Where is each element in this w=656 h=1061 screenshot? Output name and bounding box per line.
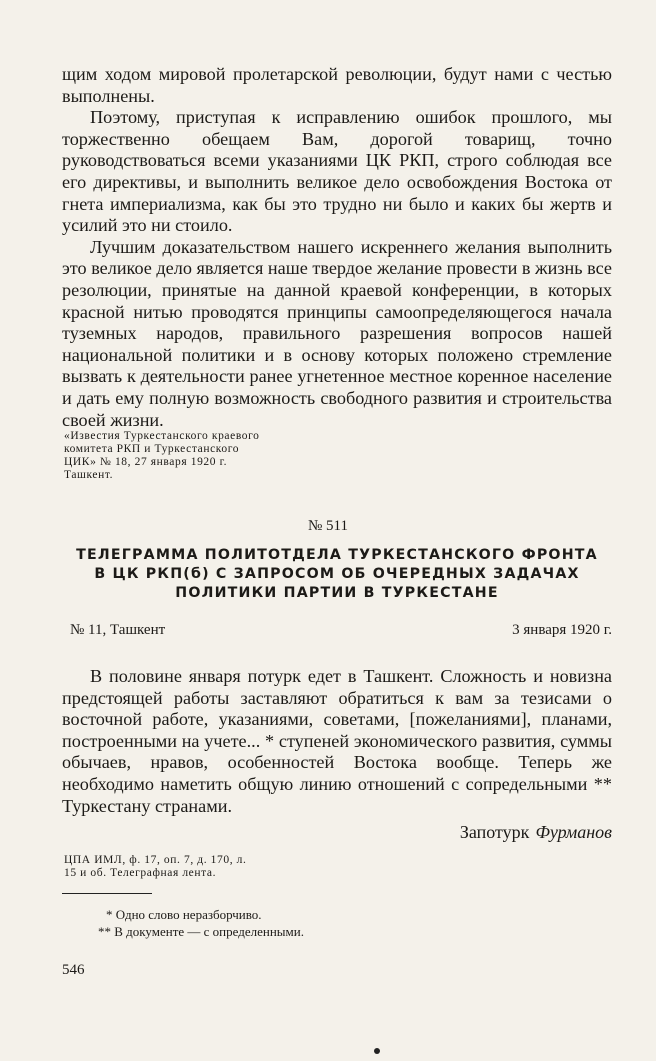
- document-origin: № 11, Ташкент: [70, 622, 166, 638]
- print-mark: [374, 1048, 380, 1054]
- page-number: 546: [62, 962, 85, 978]
- source-line: 15 и об. Телеграфная лента.: [64, 867, 217, 879]
- footnote-divider: [62, 893, 152, 894]
- archive-citation: [64, 854, 247, 880]
- source-line: ЦПА ИМЛ, ф. 17, оп. 7, д. 170, л.: [64, 854, 247, 866]
- document-number: № 511: [307, 518, 348, 534]
- signature-name: Фурманов: [535, 822, 612, 842]
- document-title: [62, 546, 612, 603]
- footnote: * Одно слово неразборчиво.: [106, 907, 262, 922]
- signature-role: Запотурк: [459, 822, 530, 842]
- title-line: ТЕЛЕГРАММА ПОЛИТОТДЕЛА ТУРКЕСТАНСКОГО ФРОНТА: [76, 547, 598, 563]
- source-line: Ташкент.: [64, 469, 114, 481]
- footnote: ** В документе — с определенными.: [98, 924, 304, 939]
- source-line: комитета РКП и Туркестанского: [64, 443, 240, 455]
- paragraph: Поэтому, приступая к исправлению ошибок прошлого, мы торжественно обещаем Вам, дорогой товарищ, точно руководствоваться всеми указаниями ЦК РКП, строго соблюдая все его директивы, и выполнить великое дело освобождения Востока от гнета империализма, как бы это трудно ни было и каких бы жертв и усилий это ни стоило.: [62, 107, 612, 236]
- paragraph: В половине января потурк едет в Ташкент. Сложность и новизна предстоящей работы заставляют обратиться к вам за тезисами о восточной работе, указаниями, советами, [пожеланиями], планами, построенными на учете... * ступеней экономического развития, суммы обычаев, нравов, особенностей Востока вообще. Теперь же необходимо наметить общую линию отношений с сопредельными ** Туркестану странами.: [62, 666, 612, 816]
- source-line: ЦИК» № 18, 27 января 1920 г.: [64, 456, 228, 468]
- telegram-text: [62, 666, 612, 817]
- title-line: ПОЛИТИКИ ПАРТИИ В ТУРКЕСТАНЕ: [175, 585, 499, 601]
- source-line: «Известия Туркестанского краевого: [64, 430, 260, 442]
- paragraph: Лучшим доказательством нашего искреннего желания выполнить это великое дело является наше твердое желание провести в жизнь все резолюции, принятые на данной краевой конференции, в которых красной нитью проводятся принципы самоопределяющегося начала туземных народов, правильного разрешения вопросов нашей национальной политики и в основу которых положено стремление вызвать к деятельности ранее угнетенное местное коренное население и дать ему полную возможность свободного развития и строительства своей жизни.: [62, 236, 612, 430]
- preceding-text: [62, 64, 612, 431]
- title-line: В ЦК РКП(б) С ЗАПРОСОМ ОБ ОЧЕРЕДНЫХ ЗАДАЧАХ: [94, 566, 580, 582]
- source-citation: [64, 430, 260, 482]
- paragraph: щим ходом мировой пролетарской революции, будут нами с честью выполнены.: [62, 64, 612, 106]
- document-date: 3 января 1920 г.: [512, 622, 612, 638]
- footnotes: [98, 906, 304, 940]
- signature: [460, 822, 612, 843]
